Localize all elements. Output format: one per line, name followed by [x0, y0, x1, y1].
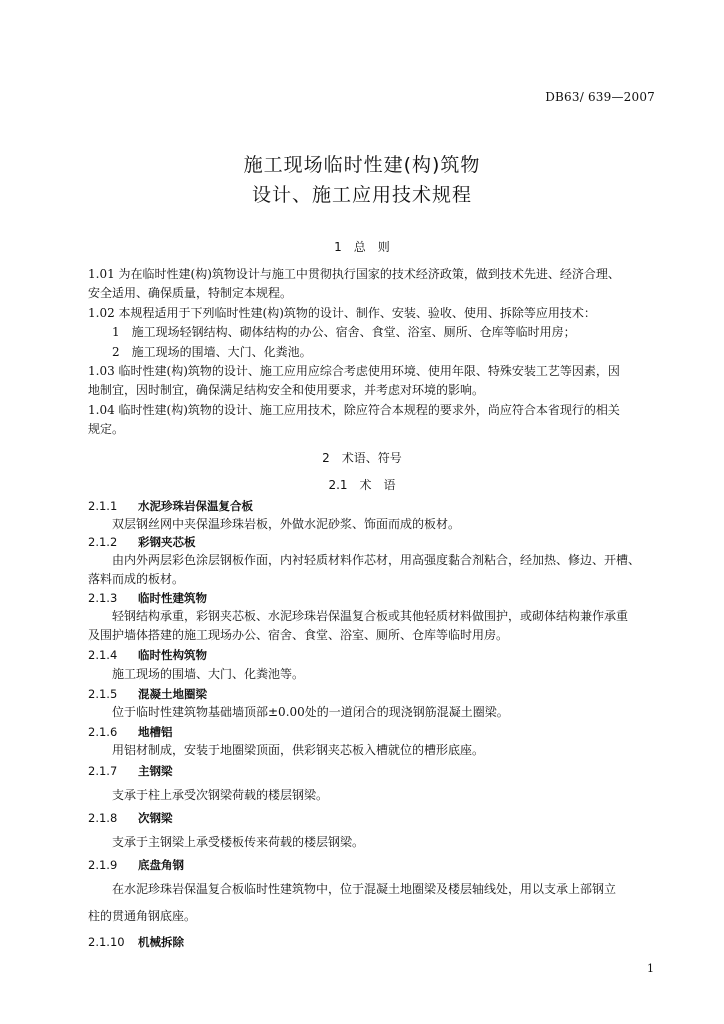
- clause-1-01-line1: 1.01 为在临时性建(构)筑物设计与施工中贯彻执行国家的技术经济政策，做到技术先进、经济合理、: [88, 267, 620, 281]
- term-definition: 位于临时性建筑物基础墙顶部±0.00处的一道闭合的现浇钢筋混凝土圈梁。: [112, 705, 509, 719]
- term-number: 2.1.2: [88, 535, 118, 549]
- term-definition-cont: 落料而成的板材。: [88, 572, 185, 586]
- clause-1-04-line2: 规定。: [88, 422, 125, 436]
- term-heading: [88, 590, 207, 606]
- term-name: 临时性构筑物: [138, 648, 207, 662]
- clause-1-03-line2: 地制宜，因时制宜，确保满足结构安全和使用要求，并考虑对环境的影响。: [88, 383, 485, 397]
- term-definition: 支承于柱上承受次钢梁荷载的楼层钢梁。: [112, 788, 329, 802]
- clause-1-04-line1: 1.04 临时性建(构)筑物的设计、施工应用技术，除应符合本规程的要求外，尚应符合本省现行的相关: [88, 403, 620, 417]
- term-heading: [88, 686, 207, 702]
- chapter2-heading: 2 术语、符号: [322, 451, 402, 465]
- term-number: 2.1.4: [88, 648, 118, 662]
- term-heading: [88, 810, 173, 826]
- clause-1-02-item1: 1 施工现场轻钢结构、砌体结构的办公、宿舍、食堂、浴室、厕所、仓库等临时用房；: [112, 325, 576, 339]
- term-name: 临时性建筑物: [138, 591, 207, 605]
- term-definition: 施工现场的围墙、大门、化粪池等。: [112, 667, 305, 681]
- term-heading: [88, 857, 184, 873]
- term-heading: [88, 763, 173, 779]
- term-heading: [88, 647, 207, 663]
- term-heading: [88, 534, 196, 550]
- chapter1-heading: 1 总 则: [334, 240, 390, 254]
- term-number: 2.1.1: [88, 499, 118, 513]
- term-name: 地槽铝: [138, 725, 173, 739]
- term-name: 主钢梁: [138, 764, 173, 778]
- term-name: 水泥珍珠岩保温复合板: [138, 499, 253, 513]
- term-name: 机械拆除: [138, 935, 184, 949]
- clause-1-01-line2: 安全适用、确保质量，特制定本规程。: [88, 286, 293, 300]
- document-title-line1: 施工现场临时性建(构)筑物: [243, 154, 481, 176]
- term-number: 2.1.6: [88, 725, 118, 739]
- term-name: 底盘角钢: [138, 858, 184, 872]
- term-number: 2.1.3: [88, 591, 118, 605]
- term-heading: [88, 498, 253, 514]
- term-name: 次钢梁: [138, 811, 173, 825]
- term-number: 2.1.5: [88, 687, 118, 701]
- term-definition: 在水泥珍珠岩保温复合板临时性建筑物中，位于混凝土地圈梁及楼层轴线处，用以支承上部钢立: [112, 882, 617, 896]
- term-definition: 轻钢结构承重，彩钢夹芯板、水泥珍珠岩保温复合板或其他轻质材料做围护，或砌体结构兼作承重: [112, 609, 629, 623]
- term-definition: 支承于主钢梁上承受楼板传来荷载的楼层钢梁。: [112, 835, 365, 849]
- standard-code: DB63/ 639—2007: [545, 90, 655, 104]
- term-definition: 双层钢丝网中夹保温珍珠岩板，外做水泥砂浆、饰面而成的板材。: [112, 517, 461, 531]
- term-name: 彩钢夹芯板: [138, 535, 196, 549]
- term-number: 2.1.9: [88, 858, 118, 872]
- term-definition: 由内外两层彩色涂层钢板作面，内衬轻质材料作芯材，用高强度黏合剂粘合，经加热、修边、开槽、: [112, 553, 641, 567]
- term-name: 混凝土地圈梁: [138, 687, 207, 701]
- section-2-1-heading: 2.1 术 语: [328, 478, 396, 492]
- term-definition-cont: 柱的贯通角钢底座。: [88, 909, 197, 923]
- term-number: 2.1.10: [88, 935, 125, 949]
- clause-1-02-line1: 1.02 本规程适用于下列临时性建(构)筑物的设计、制作、安装、验收、使用、拆除等应用技术：: [88, 306, 596, 320]
- term-number: 2.1.8: [88, 811, 118, 825]
- clause-1-03-line1: 1.03 临时性建(构)筑物的设计、施工应用应综合考虑使用环境、使用年限、特殊安装工艺等因素，因: [88, 364, 620, 378]
- page-number: 1: [647, 962, 654, 975]
- term-heading: [88, 934, 184, 950]
- document-title-line2: 设计、施工应用技术规程: [251, 184, 472, 206]
- clause-1-02-item2: 2 施工现场的围墙、大门、化粪池。: [112, 345, 312, 359]
- term-definition-cont: 及围护墙体搭建的施工现场办公、宿舍、食堂、浴室、厕所、仓库等临时用房。: [88, 628, 509, 642]
- term-heading: [88, 724, 173, 740]
- term-definition: 用铝材制成，安装于地圈梁顶面，供彩钢夹芯板入槽就位的槽形底座。: [112, 743, 485, 757]
- term-number: 2.1.7: [88, 764, 118, 778]
